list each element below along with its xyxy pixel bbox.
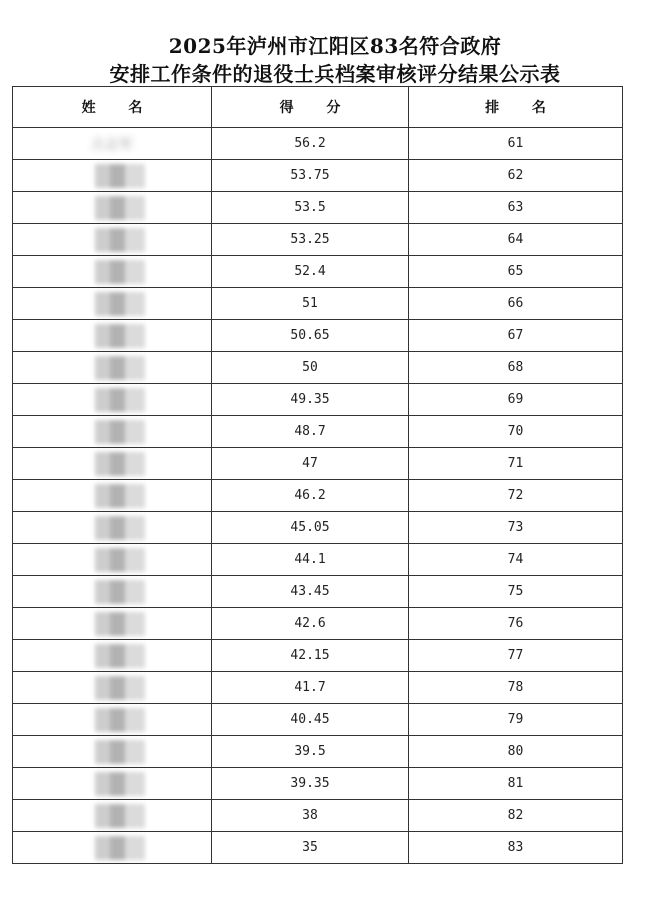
- table-row: [13, 832, 623, 864]
- table-row: [13, 544, 623, 576]
- table-row: [13, 736, 623, 768]
- name-cell: [13, 128, 212, 160]
- name-cell: [13, 384, 212, 416]
- redaction-mosaic: [95, 388, 145, 412]
- name-cell: [13, 320, 212, 352]
- table-row: [13, 480, 623, 512]
- rank-cell: 70: [409, 416, 623, 448]
- table-row: [13, 800, 623, 832]
- score-cell: 41.7: [212, 672, 409, 704]
- score-cell: 39.5: [212, 736, 409, 768]
- name-text-redacted: 古志军: [91, 136, 133, 153]
- redaction-mosaic: [95, 548, 145, 572]
- redaction-mosaic: [95, 420, 145, 444]
- score-cell: 53.25: [212, 224, 409, 256]
- score-cell: 53.75: [212, 160, 409, 192]
- document-title-line-1: 2025年泸州市江阳区83名符合政府: [168, 34, 502, 58]
- table-row: [13, 352, 623, 384]
- rank-cell: 67: [409, 320, 623, 352]
- rank-cell: 72: [409, 480, 623, 512]
- name-cell: [13, 160, 212, 192]
- table-header-row: [13, 87, 623, 128]
- redaction-mosaic: [95, 772, 145, 796]
- name-cell: [13, 480, 212, 512]
- score-cell: 40.45: [212, 704, 409, 736]
- rank-cell: 71: [409, 448, 623, 480]
- table-row: [13, 416, 623, 448]
- score-cell: 53.5: [212, 192, 409, 224]
- redaction-mosaic: [95, 676, 145, 700]
- redaction-mosaic: [95, 644, 145, 668]
- redaction-mosaic: [95, 260, 145, 284]
- rank-cell: 62: [409, 160, 623, 192]
- score-cell: 56.2: [212, 128, 409, 160]
- score-cell: 52.4: [212, 256, 409, 288]
- redaction-mosaic: [95, 740, 145, 764]
- table-row: [13, 288, 623, 320]
- score-cell: 43.45: [212, 576, 409, 608]
- rank-cell: 76: [409, 608, 623, 640]
- header-score: 得 分: [212, 87, 409, 128]
- name-cell: [13, 448, 212, 480]
- header-name: 姓 名: [13, 87, 212, 128]
- name-cell: [13, 544, 212, 576]
- score-cell: 42.6: [212, 608, 409, 640]
- rank-cell: 80: [409, 736, 623, 768]
- table-body: [13, 128, 623, 864]
- rank-cell: 74: [409, 544, 623, 576]
- redaction-mosaic: [95, 836, 145, 860]
- name-cell: [13, 416, 212, 448]
- score-cell: 49.35: [212, 384, 409, 416]
- name-cell: [13, 288, 212, 320]
- table-row: [13, 192, 623, 224]
- score-cell: 50: [212, 352, 409, 384]
- table-row: [13, 640, 623, 672]
- name-cell: [13, 800, 212, 832]
- rank-cell: 82: [409, 800, 623, 832]
- table-row: [13, 608, 623, 640]
- score-cell: 38: [212, 800, 409, 832]
- score-cell: 46.2: [212, 480, 409, 512]
- redaction-mosaic: [95, 484, 145, 508]
- redaction-mosaic: [95, 580, 145, 604]
- redaction-mosaic: [95, 516, 145, 540]
- name-cell: [13, 192, 212, 224]
- score-cell: 44.1: [212, 544, 409, 576]
- redaction-mosaic: [95, 164, 145, 188]
- table-row: [13, 448, 623, 480]
- name-cell: [13, 768, 212, 800]
- table-row: [13, 224, 623, 256]
- table-row: [13, 672, 623, 704]
- name-cell: [13, 224, 212, 256]
- table-row: [13, 384, 623, 416]
- table-row: [13, 256, 623, 288]
- redaction-mosaic: [95, 612, 145, 636]
- rank-cell: 65: [409, 256, 623, 288]
- table-row: [13, 128, 623, 160]
- rank-cell: 64: [409, 224, 623, 256]
- score-cell: 50.65: [212, 320, 409, 352]
- header-rank: 排 名: [409, 87, 623, 128]
- rank-cell: 78: [409, 672, 623, 704]
- name-cell: [13, 352, 212, 384]
- name-cell: [13, 256, 212, 288]
- table-row: [13, 768, 623, 800]
- table-row: [13, 160, 623, 192]
- score-cell: 48.7: [212, 416, 409, 448]
- redaction-mosaic: [95, 292, 145, 316]
- rank-cell: 79: [409, 704, 623, 736]
- rank-cell: 81: [409, 768, 623, 800]
- table-row: [13, 576, 623, 608]
- rank-cell: 61: [409, 128, 623, 160]
- name-cell: [13, 640, 212, 672]
- rank-cell: 69: [409, 384, 623, 416]
- name-cell: [13, 608, 212, 640]
- score-cell: 47: [212, 448, 409, 480]
- table-row: [13, 320, 623, 352]
- redaction-mosaic: [95, 452, 145, 476]
- name-cell: [13, 576, 212, 608]
- name-cell: [13, 704, 212, 736]
- table-row: [13, 704, 623, 736]
- redaction-mosaic: [95, 324, 145, 348]
- redaction-mosaic: [95, 708, 145, 732]
- rank-cell: 68: [409, 352, 623, 384]
- score-cell: 39.35: [212, 768, 409, 800]
- redaction-mosaic: [95, 804, 145, 828]
- name-cell: [13, 512, 212, 544]
- score-cell: 45.05: [212, 512, 409, 544]
- redaction-mosaic: [95, 356, 145, 380]
- name-cell: [13, 832, 212, 864]
- name-cell: [13, 736, 212, 768]
- score-table: [12, 86, 623, 864]
- document-title-line-2: 安排工作条件的退役士兵档案审核评分结果公示表: [109, 62, 561, 86]
- rank-cell: 83: [409, 832, 623, 864]
- redaction-mosaic: [95, 228, 145, 252]
- score-cell: 51: [212, 288, 409, 320]
- rank-cell: 66: [409, 288, 623, 320]
- score-cell: 35: [212, 832, 409, 864]
- rank-cell: 75: [409, 576, 623, 608]
- rank-cell: 77: [409, 640, 623, 672]
- rank-cell: 63: [409, 192, 623, 224]
- name-cell: [13, 672, 212, 704]
- score-cell: 42.15: [212, 640, 409, 672]
- redaction-mosaic: [95, 196, 145, 220]
- table-row: [13, 512, 623, 544]
- rank-cell: 73: [409, 512, 623, 544]
